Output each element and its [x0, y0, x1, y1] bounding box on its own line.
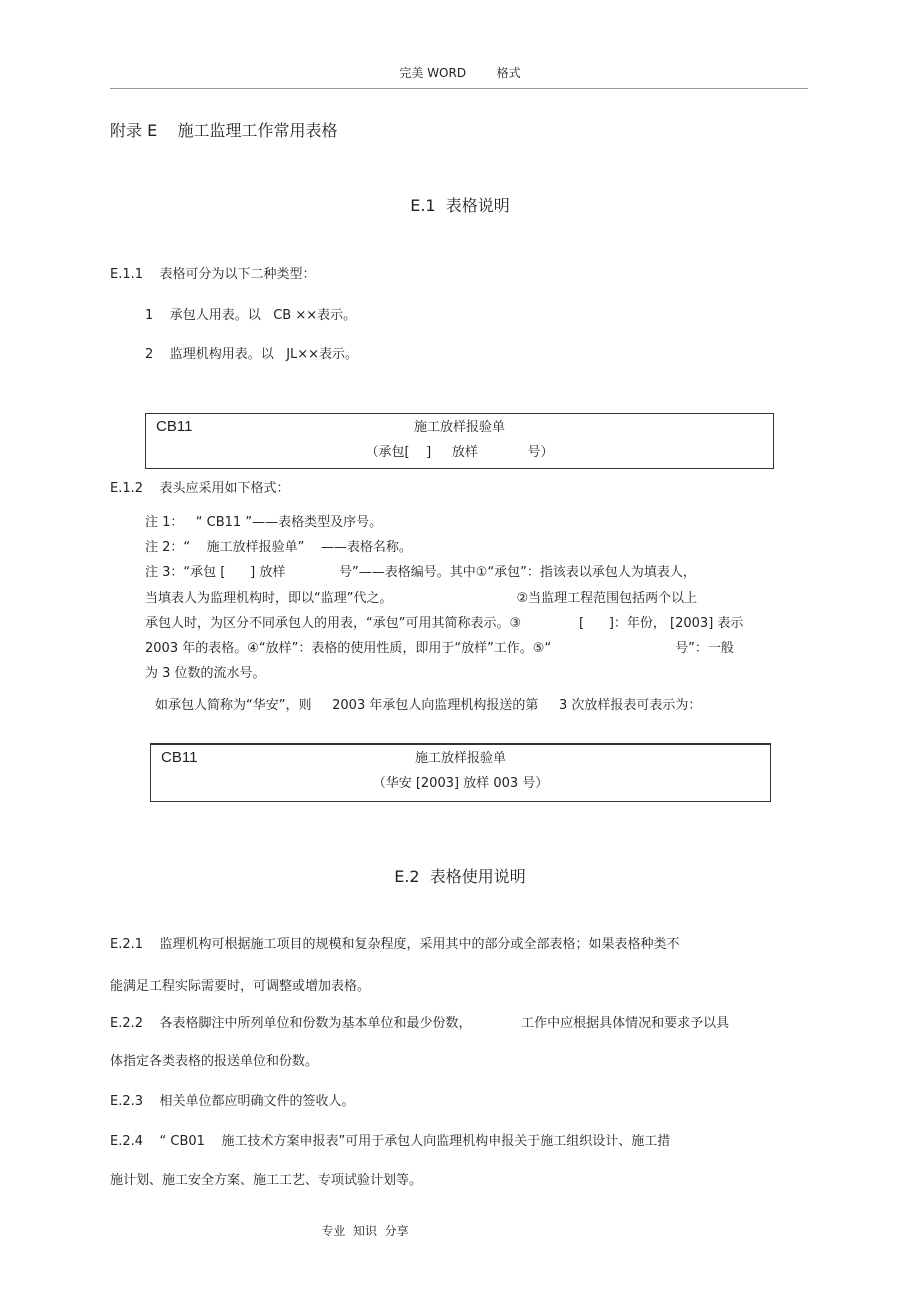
- clause-e222: E.2.2 各表格脚注中所列单位和份数为基本单位和最少份数， 工作中应根据具体情况和要求予以具: [110, 1016, 730, 1031]
- type-item-2: 2 监理机构用表。以 JL××表示。: [145, 347, 359, 362]
- form-number: （华安 [2003] 放样 003 号）: [372, 776, 549, 791]
- note-2: 注 2：“ 施工放样报验单” ——表格名称。: [145, 540, 412, 555]
- clause-e224-cont: 施计划、施工安全方案、施工工艺、专项试验计划等。: [110, 1173, 423, 1188]
- example-text: 如承包人简称为“华安”，则 2003 年承包人向监理机构报送的第 3 次放样报表可表示为：: [155, 698, 702, 713]
- form-code: CB11: [161, 749, 198, 766]
- type-item-1: 1 承包人用表。以 CB ××表示。: [145, 308, 357, 323]
- clause-e221-cont: 能满足工程实际需要时，可调整或增加表格。: [110, 979, 371, 994]
- note-1: 注 1： “ CB11 ”——表格类型及序号。: [145, 515, 383, 530]
- note-3-line: 为 3 位数的流水号。: [145, 666, 266, 681]
- section-e2-title: E.2 表格使用说明: [394, 867, 526, 886]
- appendix-title: 附录 E 施工监理工作常用表格: [110, 121, 338, 140]
- example-header-box: [150, 743, 771, 802]
- note-3-line: 承包人时，为区分不同承包人的用表，“承包”可用其简称表示。③ [ ]：年份， [2003] 表示: [145, 616, 744, 631]
- clause-e222-cont: 体指定各类表格的报送单位和份数。: [110, 1054, 319, 1069]
- clause-e112: E.1.2 表头应采用如下格式：: [110, 481, 290, 496]
- section-e1-title: E.1 表格说明: [410, 196, 510, 215]
- clause-e224: E.2.4 “ CB01 施工技术方案申报表”可用于承包人向监理机构申报关于施工组织设计、施工措: [110, 1134, 671, 1149]
- note-3-line: 当填表人为监理机构时，即以“监理”代之。 ②当监理工程范围包括两个以上: [145, 591, 698, 606]
- table-header-format-box: [145, 413, 774, 469]
- clause-e111: E.1.1 表格可分为以下二种类型：: [110, 267, 316, 282]
- clause-e223: E.2.3 相关单位都应明确文件的签收人。: [110, 1094, 355, 1109]
- form-name: 施工放样报验单: [414, 751, 506, 766]
- form-number: （承包[ ] 放样 号）: [365, 445, 554, 460]
- note-3-line: 注 3：“承包 [ ] 放样 号”——表格编号。其中①“承包”：指该表以承包人为填表人，: [145, 565, 696, 580]
- note-3-line: 2003 年的表格。④“放样”：表格的使用性质，即用于“放样”工作。⑤“ 号”：一般: [145, 641, 734, 656]
- form-name: 施工放样报验单: [413, 420, 505, 435]
- form-code: CB11: [156, 418, 193, 435]
- page-header: 完美 WORD 格式: [399, 66, 521, 80]
- clause-e221: E.2.1 监理机构可根据施工项目的规模和复杂程度，采用其中的部分或全部表格；如果表格种类不: [110, 937, 680, 952]
- header-rule: [110, 88, 808, 89]
- page-footer: 专业 知识 分享: [321, 1224, 409, 1238]
